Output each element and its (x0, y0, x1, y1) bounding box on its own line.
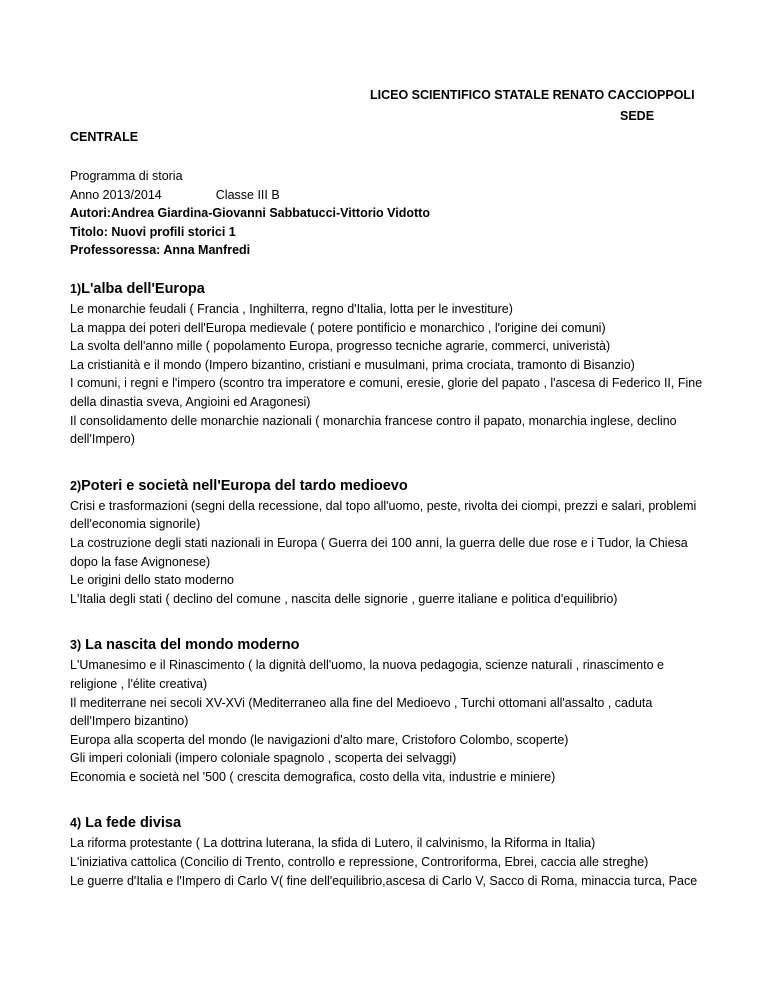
program-content (70, 278, 710, 916)
topic-line: Gli imperi coloniali (impero coloniale spagnolo , scoperta dei selvaggi) (70, 751, 457, 766)
section-number: 1) (70, 282, 82, 296)
school-sede: SEDE (620, 109, 655, 123)
section-4 (70, 812, 710, 890)
topic-line: La costruzione degli stati nazionali in Europa ( Guerra dei 100 anni, la guerra delle due rose e i Tudor, la Chiesa dopo la fase Avignonese) (70, 535, 688, 569)
section-3 (70, 634, 710, 786)
topic-line: La mappa dei poteri dell'Europa medievale ( potere pontificio e monarchico , l'origine dei comuni) (70, 320, 606, 335)
topic-line: Economia e società nel '500 ( crescita demografica, costo della vita, industrie e miniere) (70, 769, 556, 784)
program-info (70, 167, 430, 260)
section-heading (70, 634, 710, 656)
section-number: 4) (70, 816, 82, 831)
section-title: Poteri e società nell'Europa del tardo medioevo (81, 477, 408, 494)
topic-line: La cristianità e il mondo (Impero bizantino, cristiani e musulmani, prima crociata, tramonto di Bisanzio) (70, 357, 635, 372)
topic-line: La svolta dell'anno mille ( popolamento Europa, progresso tecniche agrarie, commerci, univeristà) (70, 339, 611, 354)
section-title: L'alba dell'Europa (81, 281, 205, 297)
section-number: 2) (70, 478, 82, 493)
topic-line: Crisi e trasformazioni (segni della recessione, dal topo all'uomo, peste, rivolta dei ciompi, prezzi e salari, problemi dell'economia signorile) (70, 498, 697, 532)
section-heading (70, 278, 710, 300)
topic-line: L'Italia degli stati ( declino del comune , nascita delle signorie , guerre italiane e politica d'equilibrio) (70, 591, 618, 606)
topic-line: Le monarchie feudali ( Francia , Inghilterra, regno d'Italia, lotta per le investiture) (70, 302, 513, 316)
school-name: LICEO SCIENTIFICO STATALE RENATO CACCIOPPOLI (370, 88, 695, 102)
topic-line: La riforma protestante ( La dottrina luterana, la sfida di Lutero, il calvinismo, la Riforma in Italia) (70, 836, 596, 851)
year-class-row (70, 186, 430, 205)
school-centrale: CENTRALE (70, 130, 139, 144)
topic-line: Il mediterrane nei secoli XV-XVi (Mediterraneo alla fine del Medioevo , Turchi ottomani all'assalto , caduta dell'Impero bizantino) (70, 695, 653, 729)
authors: Autori:Andrea Giardina-Giovanni Sabbatucci-Vittorio Vidotto (70, 206, 430, 221)
program-title: Programma di storia (70, 169, 183, 183)
section-heading (70, 475, 710, 497)
section-1 (70, 278, 710, 449)
teacher: Professoressa: Anna Manfredi (70, 243, 251, 258)
topic-line: L'iniziativa cattolica (Concilio di Trento, controllo e repressione, Controriforma, Ebrei, caccia alle streghe) (70, 855, 649, 870)
topic-line: I comuni, i regni e l'impero (scontro tra imperatore e comuni, eresie, glorie del papato , l'ascesa di Federico II, Fine della dinastia sveva, Angioini ed Aragonesi) (70, 376, 703, 409)
section-heading (70, 812, 710, 834)
section-title: La nascita del mondo moderno (81, 637, 300, 654)
class-label: Classe III B (215, 187, 280, 202)
topic-line: Le origini dello stato moderno (70, 573, 234, 588)
section-2 (70, 475, 710, 609)
topic-line: Le guerre d'Italia e l'Impero di Carlo V( fine dell'equilibrio,ascesa di Carlo V, Sacco di Roma, minaccia turca, Pace (70, 873, 698, 888)
topic-line: Europa alla scoperta del mondo (le navigazioni d'alto mare, Cristoforo Colombo, scoperte) (70, 732, 569, 747)
section-number: 3) (70, 638, 82, 653)
topic-line: L'Umanesimo e il Rinascimento ( la dignità dell'uomo, la nuova pedagogia, scienze naturali , rinascimento e religione , l'élite creativa) (70, 658, 664, 691)
section-title: La fede divisa (81, 815, 182, 832)
school-year: Anno 2013/2014 (70, 187, 162, 202)
book-title: Titolo: Nuovi profili storici 1 (70, 224, 236, 239)
topic-line: Il consolidamento delle monarchie nazionali ( monarchia francese contro il papato, monarchia inglese, declino dell'Impero) (70, 413, 677, 447)
